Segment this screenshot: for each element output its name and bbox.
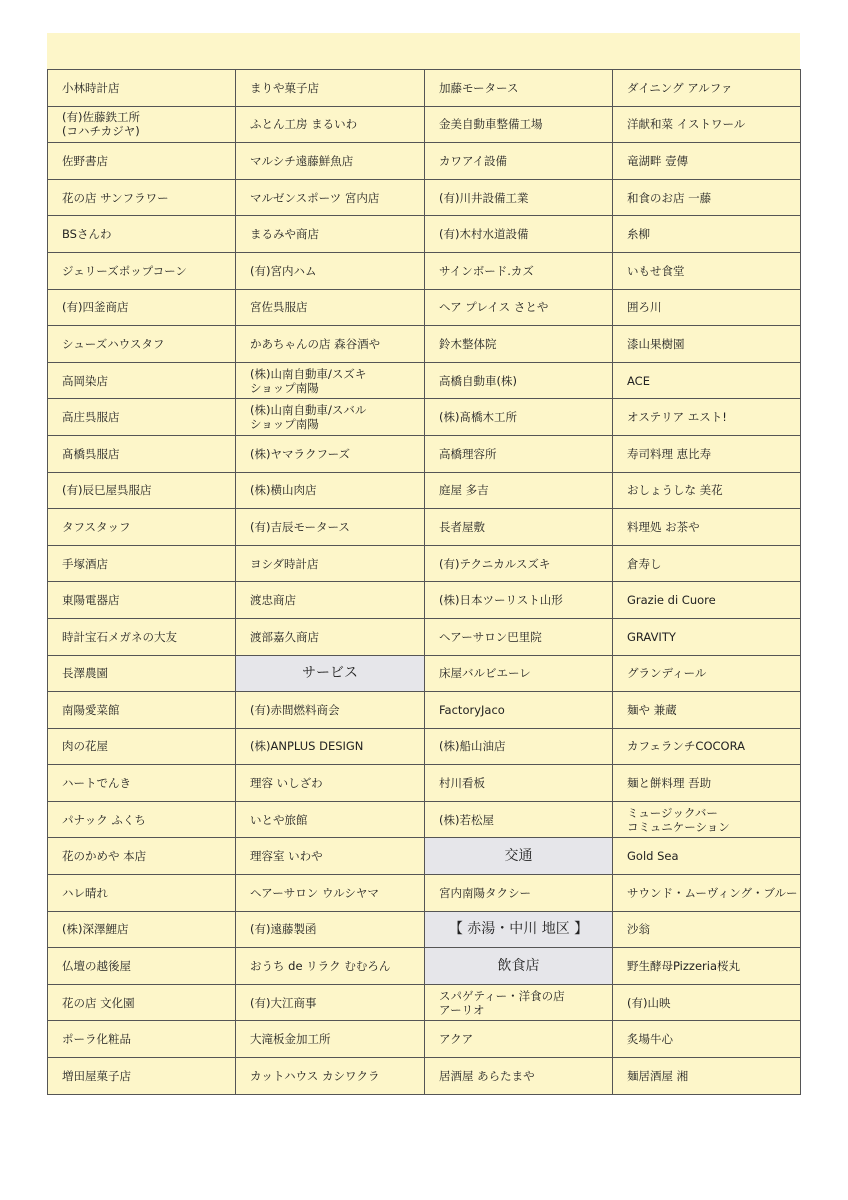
- shop-name-cell: 囲ろ川: [613, 289, 801, 326]
- shop-name-cell: 寿司料理 恵比寿: [613, 435, 801, 472]
- shop-name-cell: 髙橋呉服店: [48, 435, 236, 472]
- shop-name-cell: ヨシダ時計店: [236, 545, 425, 582]
- shop-name-cell: 花の店 サンフラワー: [48, 179, 236, 216]
- shop-name-cell: 倉寿し: [613, 545, 801, 582]
- category-header-cell: 交通: [425, 838, 613, 875]
- shop-name-cell: カットハウス カシワクラ: [236, 1058, 425, 1095]
- header-banner: [47, 33, 800, 69]
- shop-name-cell: (有)吉辰モータース: [236, 509, 425, 546]
- shop-name-cell: 村川看板: [425, 765, 613, 802]
- shop-name-cell: 渡部嘉久商店: [236, 618, 425, 655]
- shop-name-cell: ハレ晴れ: [48, 875, 236, 912]
- shop-name-cell: 庭屋 多吉: [425, 472, 613, 509]
- shop-name-cell: 麺や 兼蔵: [613, 692, 801, 729]
- shop-name-cell: サウンド・ムーヴィング・ブルー: [613, 875, 801, 912]
- shop-name-cell: 長者屋敷: [425, 509, 613, 546]
- table-row: [48, 252, 801, 289]
- shop-name-cell: 洋献和菜 イストワール: [613, 106, 801, 143]
- shop-name-cell: ヘアーサロン巴里院: [425, 618, 613, 655]
- category-header-cell: 飲食店: [425, 948, 613, 985]
- shop-name-cell: ポーラ化粧品: [48, 1021, 236, 1058]
- shop-name-cell: Gold Sea: [613, 838, 801, 875]
- shop-name-cell: ミュージックバー コミュニケーション: [613, 801, 801, 838]
- table-row: [48, 911, 801, 948]
- shop-name-cell: かあちゃんの店 森谷酒や: [236, 326, 425, 363]
- shop-name-cell: 糸柳: [613, 216, 801, 253]
- table-row: [48, 875, 801, 912]
- shop-name-cell: ヘアーサロン ウルシヤマ: [236, 875, 425, 912]
- shop-name-cell: FactoryJaco: [425, 692, 613, 729]
- shop-name-cell: 金美自動車整備工場: [425, 106, 613, 143]
- shop-name-cell: グランディール: [613, 655, 801, 692]
- shop-name-cell: マルゼンスポーツ 宮内店: [236, 179, 425, 216]
- shop-name-cell: 高橋理容所: [425, 435, 613, 472]
- table-row: [48, 618, 801, 655]
- shop-name-cell: 和食のお店 一藤: [613, 179, 801, 216]
- shop-name-cell: (株)深澤鯉店: [48, 911, 236, 948]
- shop-name-cell: アクア: [425, 1021, 613, 1058]
- table-row: [48, 216, 801, 253]
- shop-name-cell: 東陽電器店: [48, 582, 236, 619]
- shop-name-cell: おしょうしな 美花: [613, 472, 801, 509]
- shop-name-cell: (有)遠藤製函: [236, 911, 425, 948]
- table-row: [48, 362, 801, 399]
- shop-name-cell: ジェリーズポップコーン: [48, 252, 236, 289]
- shop-name-cell: 宮内南陽タクシー: [425, 875, 613, 912]
- shop-name-cell: 理容 いしざわ: [236, 765, 425, 802]
- table-row: [48, 106, 801, 143]
- shop-name-cell: 料理処 お茶や: [613, 509, 801, 546]
- table-row: [48, 765, 801, 802]
- table-row: [48, 179, 801, 216]
- shop-name-cell: 渡忠商店: [236, 582, 425, 619]
- table-row: [48, 838, 801, 875]
- shop-name-cell: ヘア プレイス さとや: [425, 289, 613, 326]
- shop-name-cell: カフェランチCOCORA: [613, 728, 801, 765]
- table-row: [48, 948, 801, 985]
- table-row: [48, 435, 801, 472]
- shop-name-cell: 高岡染店: [48, 362, 236, 399]
- table-row: [48, 509, 801, 546]
- shop-name-cell: おうち de リラク むむろん: [236, 948, 425, 985]
- table-row: [48, 1021, 801, 1058]
- shop-name-cell: (株)船山油店: [425, 728, 613, 765]
- shop-name-cell: (有)川井設備工業: [425, 179, 613, 216]
- shop-name-cell: タフスタッフ: [48, 509, 236, 546]
- shop-name-cell: 加藤モータース: [425, 70, 613, 107]
- shop-name-cell: 大滝板金加工所: [236, 1021, 425, 1058]
- shop-name-cell: ACE: [613, 362, 801, 399]
- shop-name-cell: サインボード.カズ: [425, 252, 613, 289]
- shop-name-cell: まるみや商店: [236, 216, 425, 253]
- shop-name-cell: 長澤農園: [48, 655, 236, 692]
- shop-name-cell: (株)山南自動車/スバル ショップ南陽: [236, 399, 425, 436]
- shop-name-cell: (有)辰巳屋呉服店: [48, 472, 236, 509]
- table-row: [48, 399, 801, 436]
- shop-name-cell: (有)赤間燃料商会: [236, 692, 425, 729]
- table-row: [48, 143, 801, 180]
- shop-name-cell: シューズハウスタフ: [48, 326, 236, 363]
- shop-name-cell: 居酒屋 あらたまや: [425, 1058, 613, 1095]
- shop-name-cell: 手塚酒店: [48, 545, 236, 582]
- shop-name-cell: 仏壇の越後屋: [48, 948, 236, 985]
- shop-name-cell: 時計宝石メガネの大友: [48, 618, 236, 655]
- shop-name-cell: ハートでんき: [48, 765, 236, 802]
- shop-name-cell: 麺と餅料理 吾助: [613, 765, 801, 802]
- table-row: [48, 1058, 801, 1095]
- shop-name-cell: (有)木村水道設備: [425, 216, 613, 253]
- shop-name-cell: 炙場牛心: [613, 1021, 801, 1058]
- category-header-cell: サービス: [236, 655, 425, 692]
- shop-name-cell: 花のかめや 本店: [48, 838, 236, 875]
- shop-name-cell: ダイニング アルファ: [613, 70, 801, 107]
- shop-name-cell: まりや菓子店: [236, 70, 425, 107]
- shop-name-cell: マルシチ遠藤鮮魚店: [236, 143, 425, 180]
- shop-name-cell: (有)テクニカルスズキ: [425, 545, 613, 582]
- shop-name-cell: 沙翁: [613, 911, 801, 948]
- table-row: [48, 728, 801, 765]
- shop-name-cell: ふとん工房 まるいわ: [236, 106, 425, 143]
- shop-name-cell: いもせ食堂: [613, 252, 801, 289]
- shop-name-cell: 南陽愛菜館: [48, 692, 236, 729]
- shop-list-table: [47, 69, 801, 1095]
- category-header-cell: 【 赤湯・中川 地区 】: [425, 911, 613, 948]
- table-row: [48, 801, 801, 838]
- shop-name-cell: 肉の花屋: [48, 728, 236, 765]
- shop-name-cell: (株)髙橋木工所: [425, 399, 613, 436]
- shop-name-cell: BSさんわ: [48, 216, 236, 253]
- shop-name-cell: 高庄呉服店: [48, 399, 236, 436]
- table-row: [48, 655, 801, 692]
- shop-name-cell: 小林時計店: [48, 70, 236, 107]
- shop-name-cell: スパゲティー・洋食の店 アーリオ: [425, 984, 613, 1021]
- shop-name-cell: パナック ふくち: [48, 801, 236, 838]
- table-row: [48, 326, 801, 363]
- shop-name-cell: (株)ANPLUS DESIGN: [236, 728, 425, 765]
- shop-name-cell: 竜湖畔 壹傳: [613, 143, 801, 180]
- shop-name-cell: Grazie di Cuore: [613, 582, 801, 619]
- table-row: [48, 545, 801, 582]
- shop-name-cell: (株)ヤマラクフーズ: [236, 435, 425, 472]
- shop-name-cell: (株)山南自動車/スズキ ショップ南陽: [236, 362, 425, 399]
- shop-name-cell: GRAVITY: [613, 618, 801, 655]
- shop-name-cell: 高橋自動車(株): [425, 362, 613, 399]
- shop-name-cell: (有)宮内ハム: [236, 252, 425, 289]
- shop-name-cell: (有)大江商事: [236, 984, 425, 1021]
- shop-name-cell: 宮佐呉服店: [236, 289, 425, 326]
- table-row: [48, 984, 801, 1021]
- table-row: [48, 472, 801, 509]
- shop-name-cell: 麺居酒屋 湘: [613, 1058, 801, 1095]
- shop-name-cell: 佐野書店: [48, 143, 236, 180]
- shop-name-cell: 理容室 いわや: [236, 838, 425, 875]
- shop-name-cell: いとや旅館: [236, 801, 425, 838]
- shop-name-cell: オステリア エスト!: [613, 399, 801, 436]
- shop-name-cell: 漆山果樹園: [613, 326, 801, 363]
- table-row: [48, 692, 801, 729]
- shop-name-cell: (有)山映: [613, 984, 801, 1021]
- shop-name-cell: 花の店 文化園: [48, 984, 236, 1021]
- shop-name-cell: 鈴木整体院: [425, 326, 613, 363]
- shop-name-cell: (株)日本ツーリスト山形: [425, 582, 613, 619]
- shop-name-cell: 増田屋菓子店: [48, 1058, 236, 1095]
- shop-name-cell: (有)四釜商店: [48, 289, 236, 326]
- shop-name-cell: (株)横山肉店: [236, 472, 425, 509]
- table-row: [48, 582, 801, 619]
- table-row: [48, 289, 801, 326]
- shop-list-body: [48, 70, 801, 1095]
- shop-name-cell: 野生酵母Pizzeria桜丸: [613, 948, 801, 985]
- shop-name-cell: 床屋バルビエーレ: [425, 655, 613, 692]
- table-row: [48, 70, 801, 107]
- shop-name-cell: カワアイ設備: [425, 143, 613, 180]
- shop-name-cell: (株)若松屋: [425, 801, 613, 838]
- shop-name-cell: (有)佐藤鉄工所 (コハチカジヤ): [48, 106, 236, 143]
